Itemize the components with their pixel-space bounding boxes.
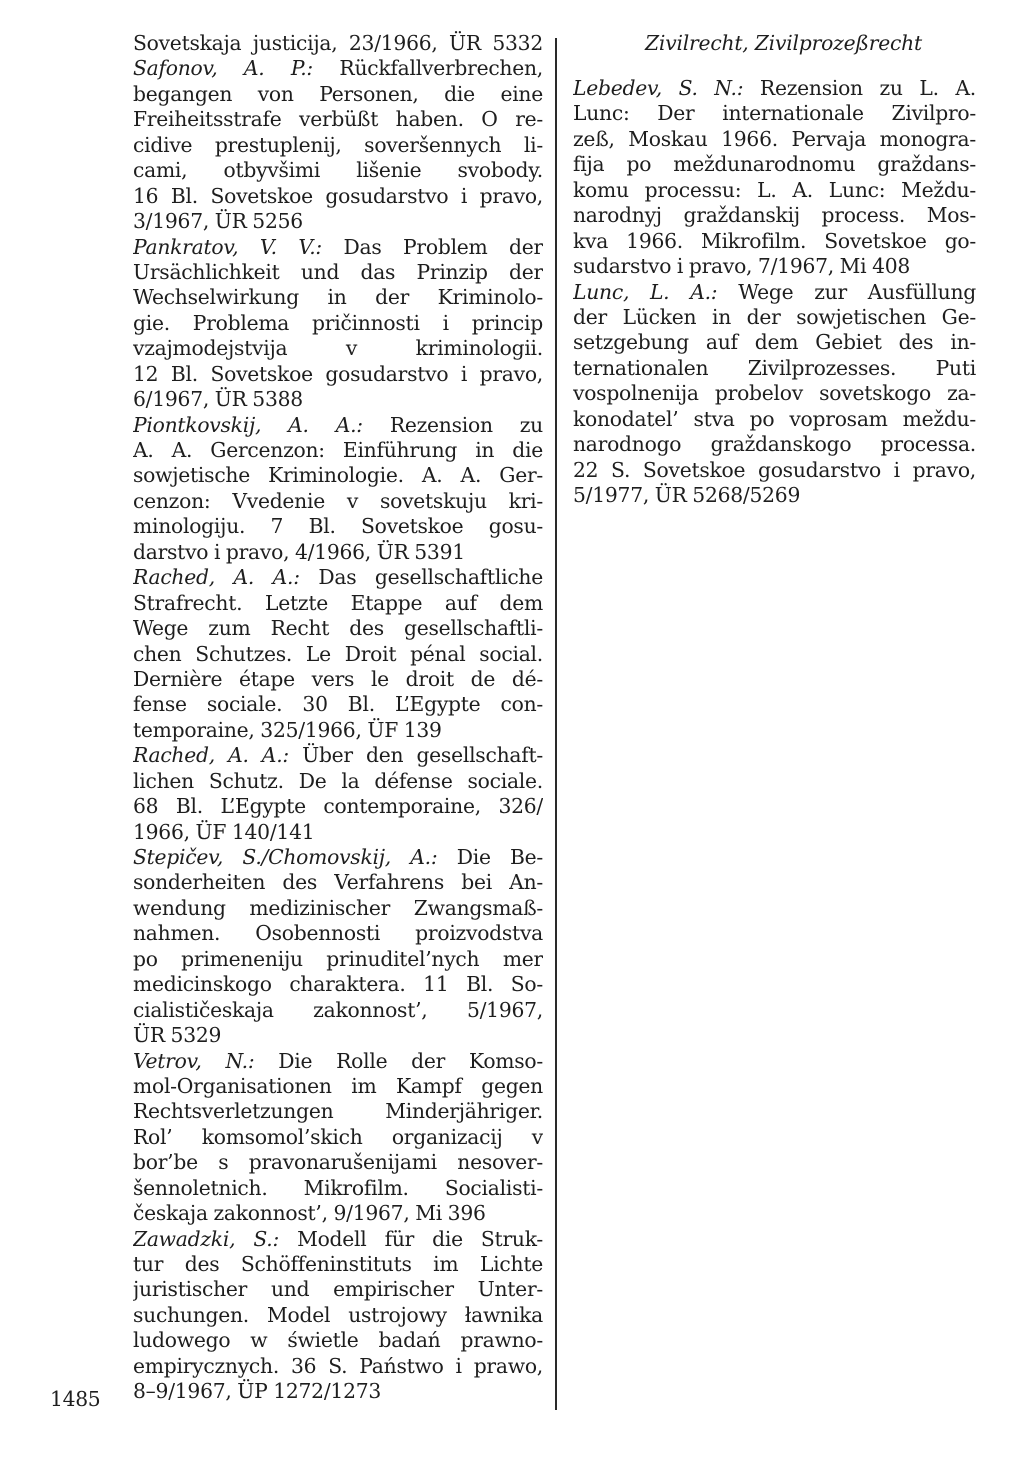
line-text: Das Problem der bbox=[322, 234, 543, 259]
text-line bbox=[573, 483, 976, 508]
line-text: suchungen. Model ustrojowy ławnika bbox=[133, 1302, 543, 1327]
text-line bbox=[133, 31, 543, 56]
line-text: konodatel’ stva po voprosam meždu- bbox=[573, 406, 976, 431]
text-line bbox=[133, 158, 543, 183]
line-text: 1966, ÜF 140/141 bbox=[133, 819, 315, 844]
author-name: Lunc, L. A.: bbox=[573, 279, 718, 304]
author-name: Zawadzki, S.: bbox=[133, 1226, 280, 1251]
text-line bbox=[133, 794, 543, 819]
line-text: Ursächlichkeit und das Prinzip der bbox=[133, 259, 543, 284]
text-line bbox=[573, 305, 976, 330]
line-text: cami, otbyvšimi lišenie svobody. bbox=[133, 158, 543, 183]
line-text: bor’be s pravonarušenijami nesover- bbox=[133, 1150, 543, 1175]
line-text: minologiju. 7 Bl. Sovetskoe gosu- bbox=[133, 514, 543, 539]
text-line bbox=[133, 1328, 543, 1353]
line-text: wendung medizinischer Zwangsmaß- bbox=[133, 895, 543, 920]
text-line bbox=[133, 1201, 543, 1226]
line-text: Wechselwirkung in der Kriminolo- bbox=[133, 285, 543, 310]
right-column bbox=[573, 76, 976, 508]
entry-first-line bbox=[133, 1049, 543, 1074]
text-line bbox=[573, 203, 976, 228]
text-line bbox=[133, 336, 543, 361]
line-text: 16 Bl. Sovetskoe gosudarstvo i pravo, bbox=[133, 183, 543, 208]
line-text: Rechtsverletzungen Minderjähriger. bbox=[133, 1099, 543, 1124]
text-line bbox=[133, 998, 543, 1023]
text-line bbox=[133, 947, 543, 972]
line-text: vzajmodejstvija v kriminologii. bbox=[133, 336, 543, 361]
line-text: der Lücken in der sowjetischen Ge- bbox=[573, 304, 976, 329]
line-text: ternationalen Zivilprozesses. Puti bbox=[573, 355, 976, 380]
text-line bbox=[133, 362, 543, 387]
author-name: Pankratov, V. V.: bbox=[133, 234, 323, 259]
text-line bbox=[573, 432, 976, 457]
text-line bbox=[133, 438, 543, 463]
text-line bbox=[133, 1176, 543, 1201]
text-line bbox=[133, 921, 543, 946]
line-text: gie. Problema pričinnosti i princip bbox=[133, 310, 543, 335]
text-line bbox=[133, 591, 543, 616]
text-line bbox=[133, 870, 543, 895]
line-text: Rezension zu L. A. bbox=[743, 76, 976, 100]
text-line bbox=[133, 1099, 543, 1124]
entry-first-line bbox=[133, 56, 543, 81]
text-line bbox=[573, 178, 976, 203]
text-line bbox=[133, 769, 543, 794]
text-line bbox=[133, 82, 543, 107]
line-text: sowjetische Kriminologie. A. A. Ger- bbox=[133, 463, 543, 488]
line-text: kva 1966. Mikrofilm. Sovetskoe go- bbox=[573, 228, 976, 253]
line-text: Dernière étape vers le droit de dé- bbox=[133, 666, 543, 691]
entry-first-line bbox=[573, 280, 976, 305]
text-line bbox=[133, 133, 543, 158]
line-text: 3/1967, ÜR 5256 bbox=[133, 209, 303, 234]
text-line bbox=[133, 311, 543, 336]
line-text: cenzon: Vvedenie v sovetskuju kri- bbox=[133, 488, 543, 513]
author-name: Rached, A. A.: bbox=[133, 743, 289, 768]
line-text: 22 S. Sovetskoe gosudarstvo i pravo, bbox=[573, 457, 976, 482]
text-line bbox=[573, 330, 976, 355]
line-text: 6/1967, ÜR 5388 bbox=[133, 387, 303, 412]
text-line bbox=[133, 1303, 543, 1328]
line-text: mol-Organisationen im Kampf gegen bbox=[133, 1073, 543, 1098]
text-line bbox=[133, 1379, 543, 1404]
text-line bbox=[133, 184, 543, 209]
text-line bbox=[133, 820, 543, 845]
line-text: Rückfallverbrechen, bbox=[313, 56, 543, 81]
entry-first-line bbox=[133, 413, 543, 438]
text-line bbox=[133, 1277, 543, 1302]
text-line bbox=[133, 1150, 543, 1175]
text-line bbox=[133, 260, 543, 285]
line-text: medicinskogo charaktera. 11 Bl. So- bbox=[133, 972, 543, 997]
text-line bbox=[133, 667, 543, 692]
line-text: Freiheitsstrafe verbüßt haben. O re- bbox=[133, 107, 543, 132]
line-text: po primeneniju prinuditel’nych mer bbox=[133, 946, 543, 971]
entry-first-line bbox=[133, 565, 543, 590]
line-text: Die Be- bbox=[437, 845, 543, 869]
section-heading: Zivilrecht, Zivilprozeßrecht bbox=[645, 31, 922, 55]
line-text: vospolnenija probelov sovetskogo za- bbox=[573, 381, 976, 406]
line-text: narodnyj graždanskij process. Mos- bbox=[573, 203, 976, 228]
entry-first-line bbox=[133, 743, 543, 768]
entry-first-line bbox=[133, 1227, 543, 1252]
line-text: zeß, Moskau 1966. Pervaja monogra- bbox=[573, 126, 976, 151]
author-name: Safonov, A. P.: bbox=[133, 56, 313, 81]
line-text: komu processu: L. A. Lunc: Meždu- bbox=[573, 177, 976, 202]
text-line bbox=[573, 407, 976, 432]
text-line bbox=[133, 209, 543, 234]
line-text: Rol’ komsomol’skich organizacij v bbox=[133, 1124, 543, 1149]
line-text: begangen von Personen, die eine bbox=[133, 81, 543, 106]
line-text: českaja zakonnost’, 9/1967, Mi 396 bbox=[133, 1201, 486, 1226]
line-text: sudarstvo i pravo, 7/1967, Mi 408 bbox=[573, 254, 911, 279]
line-text: Lunc: Der internationale Zivilpro- bbox=[573, 101, 976, 126]
line-text: chen Schutzes. Le Droit pénal social. bbox=[133, 641, 543, 666]
line-text: 8–9/1967, ÜP 1272/1273 bbox=[133, 1379, 382, 1404]
author-name: Lebedev, S. N.: bbox=[573, 76, 744, 100]
line-text: empirycznych. 36 S. Państwo i prawo, bbox=[133, 1353, 543, 1378]
line-text: fija po meždunarodnomu graždans- bbox=[573, 152, 976, 177]
line-text: setzgebung auf dem Gebiet des in- bbox=[573, 330, 976, 355]
text-line bbox=[133, 1125, 543, 1150]
line-text: ludowego w świetle badań prawno- bbox=[133, 1328, 543, 1353]
line-text: 5/1977, ÜR 5268/5269 bbox=[573, 483, 801, 507]
text-line bbox=[133, 387, 543, 412]
text-line bbox=[133, 896, 543, 921]
author-name: Stepičev, S./Chomovskij, A.: bbox=[133, 845, 438, 869]
line-text: Modell für die Struk- bbox=[279, 1226, 543, 1251]
line-text: Über den gesellschaft- bbox=[288, 743, 543, 768]
line-text: Die Rolle der Komso- bbox=[254, 1048, 543, 1073]
text-line bbox=[133, 463, 543, 488]
line-text: Rezension zu bbox=[362, 412, 543, 437]
text-line bbox=[573, 356, 976, 381]
author-name: Rached, A. A.: bbox=[133, 565, 300, 590]
line-text: fense sociale. 30 Bl. L’Egypte con- bbox=[133, 692, 543, 717]
text-line bbox=[133, 514, 543, 539]
text-line bbox=[133, 718, 543, 743]
line-text: šennoletnich. Mikrofilm. Socialisti- bbox=[133, 1175, 543, 1200]
line-text: Wege zur Ausfüllung bbox=[717, 279, 976, 304]
text-line bbox=[133, 1354, 543, 1379]
line-text: darstvo i pravo, 4/1966, ÜR 5391 bbox=[133, 539, 465, 564]
entry-first-line bbox=[133, 235, 543, 260]
text-line bbox=[573, 381, 976, 406]
text-line bbox=[133, 972, 543, 997]
text-line bbox=[573, 101, 976, 126]
entry-first-line bbox=[573, 76, 976, 101]
line-text: lichen Schutz. De la défense sociale. bbox=[133, 768, 543, 793]
text-line bbox=[573, 254, 976, 279]
text-line bbox=[573, 458, 976, 483]
line-text: A. A. Gercenzon: Einführung in die bbox=[133, 438, 543, 462]
line-text: Sovetskaja justicija, 23/1966, ÜR 5332 bbox=[133, 31, 543, 55]
line-text: 68 Bl. L’Egypte contemporaine, 326/ bbox=[133, 794, 543, 819]
entry-first-line bbox=[133, 845, 543, 870]
line-text: narodnogo graždanskogo processa. bbox=[573, 432, 976, 457]
text-line bbox=[133, 642, 543, 667]
text-line bbox=[133, 1252, 543, 1277]
author-name: Piontkovskij, A. A.: bbox=[133, 412, 363, 437]
line-text: nahmen. Osobennosti proizvodstva bbox=[133, 921, 543, 946]
text-line bbox=[133, 616, 543, 641]
line-text: Wege zum Recht des gesellschaftli- bbox=[133, 616, 543, 641]
text-line bbox=[133, 692, 543, 717]
line-text: juristischer und empirischer Unter- bbox=[133, 1277, 543, 1302]
text-line bbox=[133, 489, 543, 514]
text-line bbox=[573, 152, 976, 177]
text-line bbox=[133, 285, 543, 310]
text-line bbox=[133, 1074, 543, 1099]
text-line bbox=[133, 107, 543, 132]
page-number: 1485 bbox=[50, 1387, 101, 1411]
line-text: sonderheiten des Verfahrens bei An- bbox=[133, 870, 543, 895]
line-text: tur des Schöffeninstituts im Lichte bbox=[133, 1252, 543, 1276]
line-text: cialističeskaja zakonnost’, 5/1967, bbox=[133, 997, 543, 1022]
line-text: Strafrecht. Letzte Etappe auf dem bbox=[133, 590, 543, 615]
text-line bbox=[573, 127, 976, 152]
text-line bbox=[573, 229, 976, 254]
line-text: 12 Bl. Sovetskoe gosudarstvo i pravo, bbox=[133, 361, 543, 386]
left-column bbox=[133, 31, 543, 1405]
line-text: temporaine, 325/1966, ÜF 139 bbox=[133, 717, 442, 742]
line-text: Das gesellschaftliche bbox=[299, 565, 543, 590]
text-line bbox=[133, 540, 543, 565]
author-name: Vetrov, N.: bbox=[133, 1048, 255, 1073]
line-text: ÜR 5329 bbox=[133, 1023, 222, 1048]
text-line bbox=[133, 1023, 543, 1048]
column-divider bbox=[555, 38, 557, 1410]
line-text: cidive prestuplenij, soveršennych li- bbox=[133, 132, 543, 157]
